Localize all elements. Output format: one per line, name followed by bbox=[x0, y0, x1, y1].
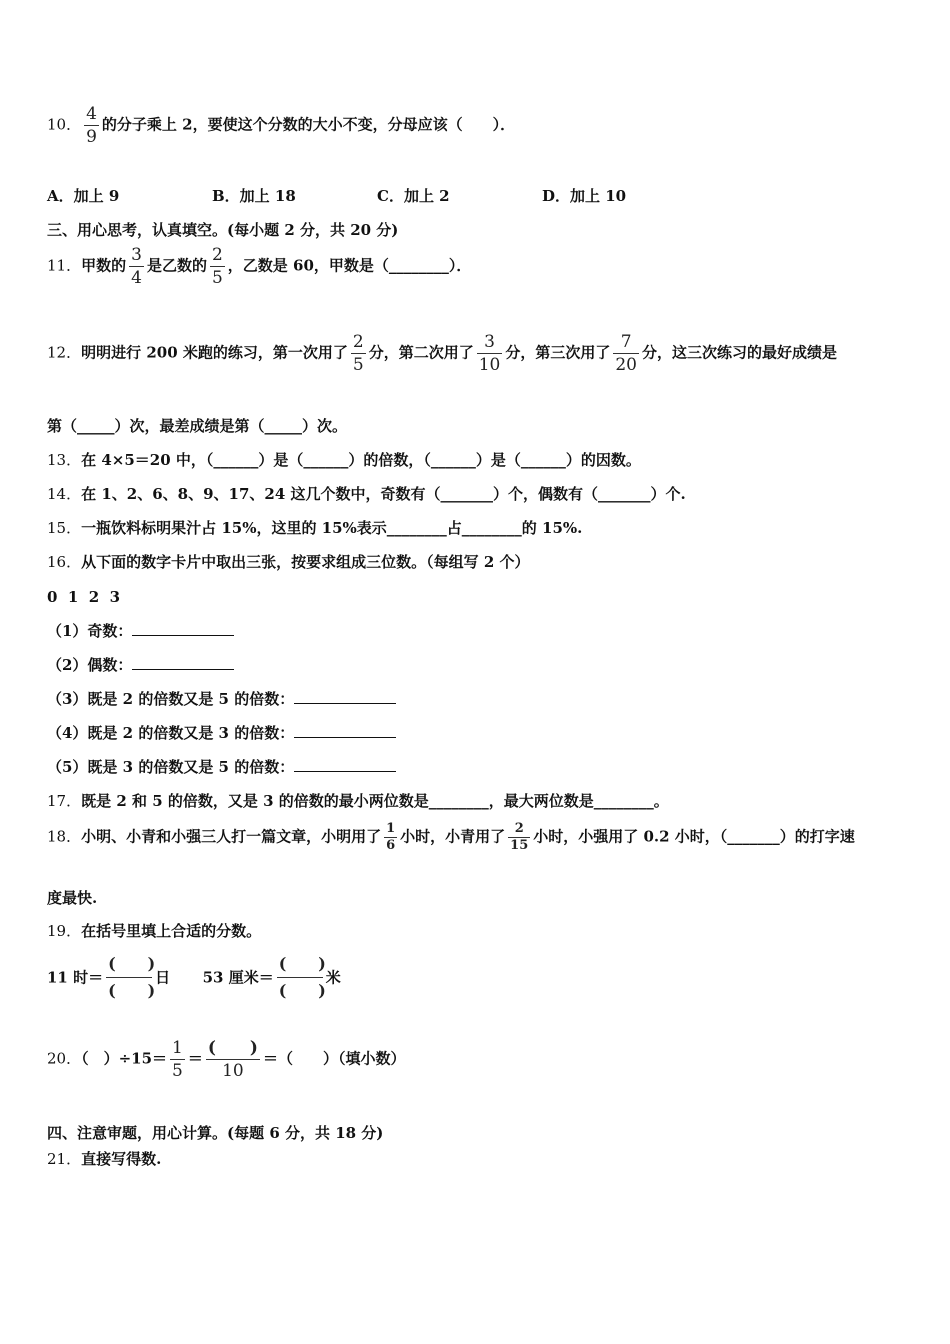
text-part: 分，第三次用了 bbox=[505, 343, 611, 362]
question-number: 15． bbox=[47, 519, 82, 537]
item-label: （1）奇数： bbox=[47, 622, 133, 640]
answer-blank bbox=[294, 723, 396, 738]
fraction: $\frac{2}{15}$ bbox=[510, 821, 529, 853]
fraction: $\frac{3}{10}$ bbox=[478, 332, 501, 375]
option-d: D．加上 10 bbox=[542, 187, 627, 205]
digit-cards: 0 1 2 3 bbox=[47, 588, 121, 606]
text-part: 小时，小青用了 bbox=[400, 827, 506, 846]
q16-item-4 bbox=[47, 723, 396, 743]
question-number: 21． bbox=[47, 1150, 82, 1168]
question-text: 在括号里填上合适的分数。 bbox=[81, 922, 262, 940]
question-15 bbox=[47, 518, 582, 538]
question-10 bbox=[47, 104, 515, 147]
answer-blank bbox=[132, 655, 234, 670]
conversion-centimeters: 53 厘米＝ bbox=[202, 968, 274, 987]
question-number: 16． bbox=[47, 553, 82, 571]
answer-blank bbox=[294, 757, 396, 772]
question-16 bbox=[47, 552, 529, 572]
q10-options bbox=[47, 186, 747, 206]
conversion-hours: 11 时＝ bbox=[47, 968, 104, 987]
text-part: 分，第二次用了 bbox=[368, 343, 474, 362]
text-part: 小明、小青和小强三人打一篇文章，小明用了 bbox=[81, 827, 382, 846]
fraction: $\frac{4}{9}$ bbox=[86, 104, 97, 147]
question-text: 在 1、2、6、8、9、17、24 这几个数中，奇数有（_______）个，偶数有（_______）个. bbox=[81, 485, 686, 503]
question-text: 的分子乘上 2，要使这个分数的大小不变，分母应该（ ）． bbox=[101, 115, 516, 134]
question-number: 12． bbox=[47, 343, 82, 362]
q19-conversions bbox=[47, 952, 341, 1003]
fraction-blank: $\frac{( )}{( )}$ bbox=[277, 952, 323, 1003]
item-label: （2）偶数： bbox=[47, 656, 133, 674]
item-label: （5）既是 3 的倍数又是 5 的倍数： bbox=[47, 758, 295, 776]
question-19 bbox=[47, 921, 261, 941]
item-label: （3）既是 2 的倍数又是 5 的倍数： bbox=[47, 690, 295, 708]
question-21 bbox=[47, 1149, 161, 1169]
section-3-title: 三、用心思考，认真填空。(每小题 2 分，共 20 分) bbox=[47, 221, 399, 239]
question-number: 11． bbox=[47, 256, 82, 275]
text-part: 分，这三次练习的最好成绩是 bbox=[642, 343, 838, 362]
option-c: C．加上 2 bbox=[377, 187, 450, 205]
answer-blank bbox=[132, 621, 234, 636]
text-part: ＝ bbox=[187, 1049, 203, 1068]
question-text: 从下面的数字卡片中取出三张，按要求组成三位数。（每组写 2 个） bbox=[81, 553, 530, 571]
text-part: 是乙数的 bbox=[146, 256, 207, 275]
section-4-title: 四、注意审题，用心计算。(每题 6 分，共 18 分) bbox=[47, 1124, 384, 1142]
fraction: $\frac{3}{4}$ bbox=[131, 245, 142, 288]
fraction-blank: $\frac{( )}{( )}$ bbox=[106, 952, 152, 1003]
question-text: 直接写得数. bbox=[81, 1150, 162, 1168]
fraction: $\frac{7}{20}$ bbox=[615, 332, 637, 375]
question-13 bbox=[47, 450, 641, 470]
fraction: $\frac{( )}{10}$ bbox=[207, 1038, 258, 1081]
question-text: 一瓶饮料标明果汁占 15%，这里的 15%表示________占________的 15%. bbox=[81, 519, 583, 537]
answer-blank bbox=[294, 689, 396, 704]
option-a: A．加上 9 bbox=[47, 187, 120, 205]
question-11 bbox=[47, 245, 471, 288]
item-label: （4）既是 2 的倍数又是 3 的倍数： bbox=[47, 724, 295, 742]
text-part: ，乙数是 60，甲数是（________）． bbox=[227, 256, 472, 275]
question-text: 在 4×5＝20 中，（______）是（______）的倍数，（______）是（______）的因数。 bbox=[81, 451, 641, 469]
question-number: 17． bbox=[47, 792, 82, 810]
question-number: 18． bbox=[47, 827, 82, 846]
q16-item-5 bbox=[47, 757, 396, 777]
fraction: $\frac{1}{6}$ bbox=[386, 821, 396, 853]
unit-day: 日 bbox=[155, 968, 171, 987]
question-number: 20． bbox=[47, 1049, 82, 1068]
q16-item-2 bbox=[47, 655, 234, 675]
question-18-continued: 度最快. bbox=[47, 889, 98, 907]
question-text: 既是 2 和 5 的倍数，又是 3 的倍数的最小两位数是________，最大两位数是________。 bbox=[81, 792, 669, 810]
question-number: 19． bbox=[47, 922, 82, 940]
question-12 bbox=[47, 332, 837, 375]
text-part: 明明进行 200 米跑的练习，第一次用了 bbox=[81, 343, 348, 362]
question-12-continued: 第（_____）次，最差成绩是第（_____）次。 bbox=[47, 417, 348, 435]
q16-item-1 bbox=[47, 621, 234, 641]
text-part: （ ）÷15＝ bbox=[81, 1049, 168, 1068]
text-part: ＝（ ）（填小数） bbox=[262, 1049, 406, 1068]
question-number: 13． bbox=[47, 451, 82, 469]
q16-item-3 bbox=[47, 689, 396, 709]
question-18 bbox=[47, 822, 855, 853]
question-number: 14． bbox=[47, 485, 82, 503]
question-20 bbox=[47, 1038, 406, 1081]
option-b: B．加上 18 bbox=[212, 187, 296, 205]
unit-meter: 米 bbox=[325, 968, 341, 987]
text-part: 甲数的 bbox=[81, 256, 127, 275]
fraction: $\frac{1}{5}$ bbox=[172, 1038, 183, 1081]
fraction: $\frac{2}{5}$ bbox=[211, 245, 223, 288]
question-14 bbox=[47, 484, 686, 504]
fraction: $\frac{2}{5}$ bbox=[352, 332, 364, 375]
question-number: 10． bbox=[47, 115, 82, 134]
question-17 bbox=[47, 791, 669, 811]
text-part: 小时，小强用了 0.2 小时，（_______）的打字速 bbox=[533, 827, 855, 846]
